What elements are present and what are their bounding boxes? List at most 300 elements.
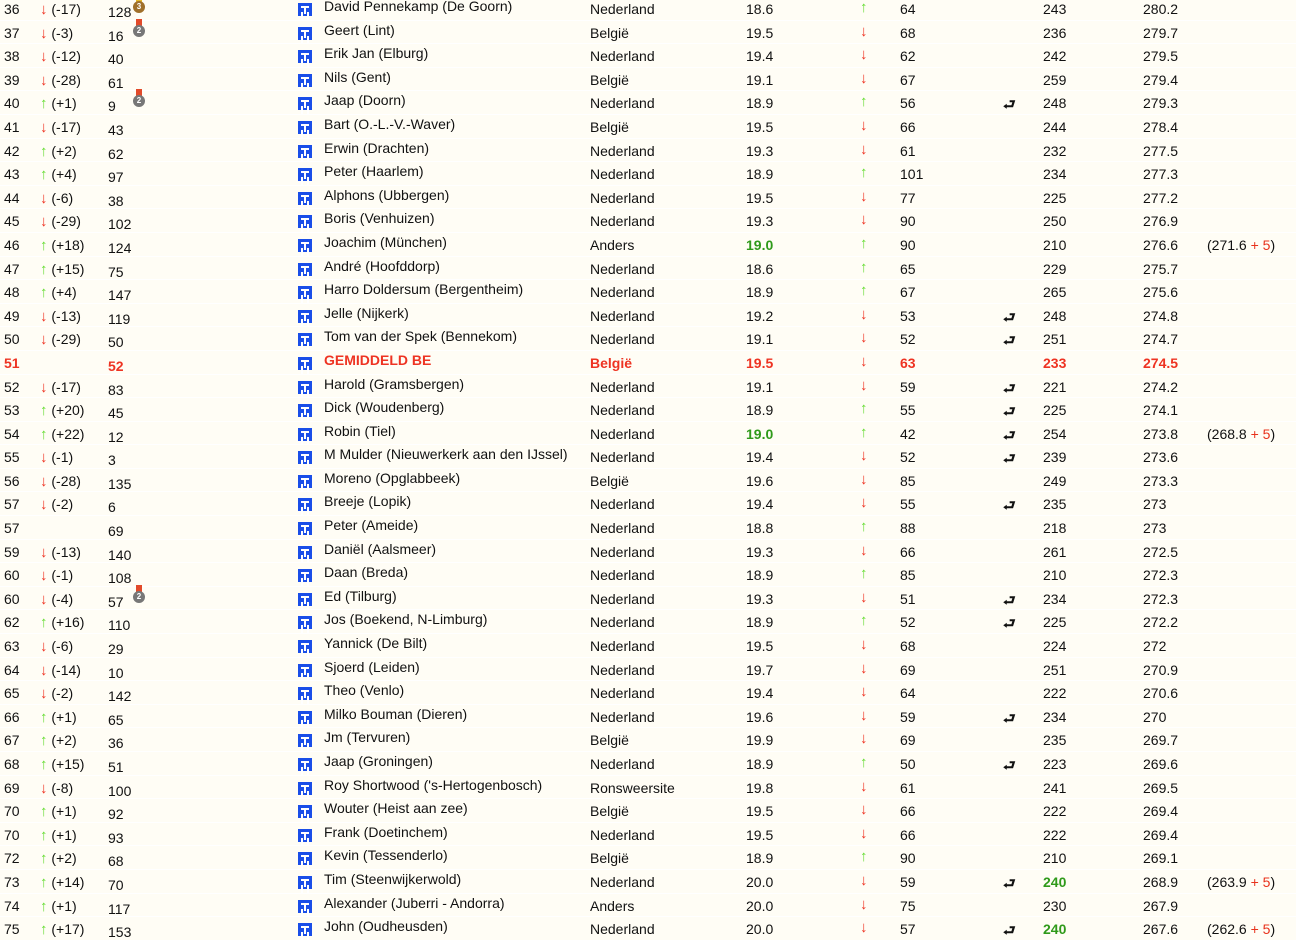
- player-name-link[interactable]: Robin (Tiel): [324, 422, 396, 439]
- rank: 39: [4, 71, 20, 88]
- change-value: (+15): [51, 756, 85, 772]
- rank: 60: [4, 590, 20, 607]
- rank: 50: [4, 331, 20, 348]
- arrow-up-icon: ↑: [40, 95, 48, 113]
- rank-change: [40, 709, 77, 726]
- table-row: [0, 233, 1296, 257]
- average: 19.3: [746, 590, 774, 607]
- club-flag-icon[interactable]: [298, 616, 312, 632]
- score-1: 67: [900, 71, 916, 88]
- trend-down-icon: ↓: [860, 494, 868, 512]
- score-1: 52: [900, 331, 916, 348]
- return-arrow-icon: ⮐: [1003, 757, 1016, 773]
- score-2: 234: [1043, 166, 1067, 183]
- player-name-link[interactable]: M Mulder (Nieuwerkerk aan den IJssel): [324, 446, 568, 463]
- player-name-link[interactable]: John (Oudheusden): [324, 918, 448, 935]
- trend-down-icon: ↓: [860, 211, 868, 229]
- rank: 67: [4, 732, 20, 749]
- score-1: 50: [900, 756, 916, 772]
- country: Nederland: [590, 543, 655, 560]
- table-row: [0, 91, 1296, 115]
- club-flag-icon[interactable]: [298, 782, 312, 798]
- average: 19.4: [746, 449, 774, 466]
- score-1: 90: [900, 236, 916, 253]
- points: 70: [108, 876, 124, 893]
- club-flag-icon[interactable]: [298, 404, 312, 420]
- arrow-up-icon: ↑: [40, 166, 48, 184]
- country: Nederland: [590, 614, 655, 631]
- country: Nederland: [590, 284, 655, 301]
- trend-up-icon: ↑: [860, 400, 868, 418]
- total: 274.1: [1143, 402, 1179, 419]
- country: Nederland: [590, 449, 655, 466]
- change-value: (+4): [51, 166, 77, 183]
- club-flag-icon[interactable]: [298, 168, 312, 184]
- table-row: [0, 257, 1296, 281]
- table-row: [0, 68, 1296, 92]
- change-value: (-6): [51, 638, 74, 655]
- player-name-link[interactable]: André (Hoofddorp): [324, 257, 440, 274]
- score-2: 248: [1043, 95, 1067, 112]
- player-name-link[interactable]: Harro Doldersum (Bergentheim): [324, 281, 524, 298]
- player-name-link[interactable]: Tom van der Spek (Bennekom): [324, 328, 517, 345]
- arrow-down-icon: ↓: [40, 567, 48, 585]
- points: 9: [108, 98, 116, 115]
- points: 102: [108, 216, 132, 233]
- score-2: 229: [1043, 260, 1067, 277]
- player-name-link[interactable]: Jaap (Doorn): [324, 92, 406, 109]
- player-name-link[interactable]: Bart (O.-L.-V.-Waver): [324, 115, 456, 132]
- rank: 44: [4, 189, 20, 206]
- trend-up-icon: ↑: [860, 93, 868, 111]
- rank: 70: [4, 803, 20, 820]
- club-flag-icon[interactable]: [298, 97, 312, 113]
- score-1: 52: [900, 449, 916, 466]
- player-name-link[interactable]: Peter (Haarlem): [324, 163, 424, 180]
- trend-down-icon: ↓: [860, 895, 868, 913]
- average: 19.6: [746, 472, 774, 489]
- table-row: [0, 658, 1296, 682]
- country: Anders: [590, 897, 635, 914]
- player-name-link[interactable]: David Pennekamp (De Goorn): [324, 0, 513, 14]
- rank-change: [40, 48, 81, 65]
- average: 19.5: [746, 803, 774, 820]
- rank-change: [40, 473, 81, 490]
- club-flag-icon[interactable]: [298, 381, 312, 397]
- rank-change: [40, 803, 77, 820]
- country: Nederland: [590, 567, 655, 584]
- average: 19.3: [746, 213, 774, 230]
- points: 43: [108, 121, 124, 138]
- player-name-link[interactable]: Sjoerd (Leiden): [324, 658, 420, 675]
- trend-down-icon: ↓: [860, 376, 868, 394]
- country: Nederland: [590, 873, 655, 890]
- score-2: 249: [1043, 472, 1067, 489]
- trend-up-icon: ↑: [860, 234, 868, 252]
- player-name-link[interactable]: Theo (Venlo): [324, 682, 405, 699]
- total: 278.4: [1143, 118, 1179, 135]
- table-row: [0, 587, 1296, 611]
- table-row: [0, 610, 1296, 634]
- rank: 54: [4, 425, 20, 442]
- rank: 63: [4, 638, 20, 655]
- score-1: 42: [900, 425, 916, 442]
- arrow-down-icon: ↓: [40, 638, 48, 656]
- total: 270.9: [1143, 661, 1179, 678]
- score-1: 69: [900, 661, 916, 678]
- rank: 37: [4, 24, 20, 41]
- score-1: 55: [900, 402, 916, 419]
- bonus: + 5: [1246, 921, 1271, 938]
- rank: 72: [4, 850, 20, 867]
- club-flag-icon[interactable]: [298, 711, 312, 727]
- bonus: + 5: [1246, 425, 1271, 442]
- score-2: 230: [1043, 897, 1067, 914]
- score-2: 234: [1043, 708, 1067, 725]
- arrow-down-icon: ↓: [40, 331, 48, 349]
- average: 19.1: [746, 71, 774, 88]
- score-2: 240: [1043, 921, 1067, 938]
- rank: 46: [4, 236, 20, 253]
- table-row: [0, 398, 1296, 422]
- club-flag-icon[interactable]: [298, 475, 312, 491]
- rank: 43: [4, 166, 20, 183]
- average: 19.6: [746, 708, 774, 725]
- average: 20.0: [746, 873, 774, 890]
- rank-change: [40, 213, 81, 230]
- score-2: 210: [1043, 850, 1067, 867]
- trend-down-icon: ↓: [860, 824, 868, 842]
- total: 276.6: [1143, 236, 1179, 253]
- country: Nederland: [590, 661, 655, 678]
- change-value: (-29): [51, 213, 81, 230]
- country: België: [590, 354, 633, 371]
- change-value: (+4): [51, 284, 77, 301]
- total: 267.9: [1143, 897, 1179, 914]
- club-flag-icon[interactable]: [298, 569, 312, 585]
- return-arrow-icon: ⮐: [1003, 709, 1016, 726]
- player-name-link[interactable]: Breeje (Lopik): [324, 493, 412, 510]
- table-row: [0, 563, 1296, 587]
- arrow-down-icon: ↓: [40, 24, 48, 42]
- score-2: 244: [1043, 118, 1067, 135]
- rank: 49: [4, 307, 20, 324]
- club-flag-icon[interactable]: [298, 522, 312, 538]
- score-1: 64: [900, 1, 916, 17]
- arrow-down-icon: ↓: [40, 1, 48, 18]
- country: Nederland: [590, 260, 655, 277]
- club-flag-icon[interactable]: [298, 640, 312, 656]
- score-2: 225: [1043, 614, 1067, 631]
- club-flag-icon[interactable]: [298, 900, 312, 916]
- rank: 66: [4, 708, 20, 725]
- club-flag-icon[interactable]: [298, 357, 312, 373]
- points: 140: [108, 546, 132, 563]
- arrow-up-icon: ↑: [40, 425, 48, 443]
- rank: 51: [4, 354, 20, 371]
- points: 142: [108, 688, 132, 705]
- rank: 65: [4, 685, 20, 702]
- club-flag-icon[interactable]: [298, 734, 312, 750]
- average: 19.1: [746, 331, 774, 348]
- rank-change: [40, 261, 84, 278]
- rank-change: [40, 95, 77, 112]
- trend-up-icon: ↑: [860, 612, 868, 630]
- medal-icon: [133, 585, 145, 608]
- player-name-link[interactable]: Daniël (Aalsmeer): [324, 540, 437, 557]
- table-row: [0, 445, 1296, 469]
- medal-number: 2: [133, 591, 145, 603]
- total: 269.5: [1143, 779, 1179, 796]
- total: 274.5: [1143, 354, 1179, 371]
- player-name-link[interactable]: Tim (Steenwijkerwold): [324, 870, 462, 887]
- change-value: (+1): [51, 826, 77, 843]
- score-breakdown: [1207, 921, 1275, 937]
- rank: 56: [4, 472, 20, 489]
- rank: 55: [4, 449, 20, 466]
- arrow-down-icon: ↓: [40, 779, 48, 797]
- club-flag-icon[interactable]: [298, 192, 312, 208]
- player-name-link[interactable]: Joachim (München): [324, 233, 447, 250]
- trend-down-icon: ↓: [860, 636, 868, 654]
- average: 19.5: [746, 118, 774, 135]
- table-row: [0, 304, 1296, 328]
- club-flag-icon[interactable]: [298, 805, 312, 821]
- rank-change: [40, 850, 77, 867]
- points: 3: [108, 452, 116, 469]
- player-name-link[interactable]: Roy Shortwood ('s-Hertogenbosch): [324, 776, 543, 793]
- trend-up-icon: ↑: [860, 754, 868, 771]
- player-name-link[interactable]: Frank (Doetinchem): [324, 823, 448, 840]
- country: Nederland: [590, 496, 655, 513]
- arrow-down-icon: ↓: [40, 496, 48, 514]
- table-row: [0, 846, 1296, 870]
- average: 19.4: [746, 496, 774, 513]
- change-value: (+17): [51, 921, 85, 938]
- table-row: [0, 776, 1296, 800]
- player-name-link[interactable]: Erwin (Drachten): [324, 139, 430, 156]
- total: 272: [1143, 638, 1167, 655]
- arrow-up-icon: ↑: [40, 614, 48, 632]
- player-name-link[interactable]: Nils (Gent): [324, 68, 391, 85]
- total: 273: [1143, 520, 1167, 537]
- player-name-link[interactable]: Jos (Boekend, N-Limburg): [324, 611, 488, 628]
- total: 273.8: [1143, 425, 1179, 442]
- trend-up-icon: ↑: [860, 518, 868, 536]
- rank-change: [40, 166, 77, 183]
- score-1: 56: [900, 95, 916, 112]
- score-1: 88: [900, 520, 916, 537]
- total: 272.3: [1143, 567, 1179, 584]
- score-2: 235: [1043, 732, 1067, 749]
- club-flag-icon[interactable]: [298, 3, 312, 19]
- player-name-link[interactable]: Kevin (Tessenderlo): [324, 847, 448, 864]
- points: 92: [108, 806, 124, 823]
- club-flag-icon[interactable]: [298, 27, 312, 43]
- player-name-link[interactable]: GEMIDDELD BE: [324, 351, 432, 368]
- player-name-link[interactable]: Harold (Gramsbergen): [324, 375, 465, 392]
- club-flag-icon[interactable]: [298, 428, 312, 444]
- score-2: 235: [1043, 496, 1067, 513]
- club-flag-icon[interactable]: [298, 50, 312, 66]
- arrow-down-icon: ↓: [40, 449, 48, 467]
- score-2: 224: [1043, 638, 1067, 655]
- rank-change: [40, 874, 84, 891]
- trend-up-icon: ↑: [860, 423, 868, 441]
- change-value: (-3): [51, 24, 74, 41]
- table-row: [0, 681, 1296, 705]
- score-2: 250: [1043, 213, 1067, 230]
- score-1: 66: [900, 826, 916, 843]
- rank: 41: [4, 118, 20, 135]
- score-1: 65: [900, 260, 916, 277]
- score-1: 52: [900, 614, 916, 631]
- rank: 47: [4, 260, 20, 277]
- club-flag-icon[interactable]: [298, 310, 312, 326]
- player-name-link[interactable]: Erik Jan (Elburg): [324, 45, 429, 62]
- score-2: 239: [1043, 449, 1067, 466]
- score-2: 222: [1043, 803, 1067, 820]
- base-score: 262.6: [1211, 921, 1247, 938]
- table-row: [0, 516, 1296, 540]
- player-name-link[interactable]: Yannick (De Bilt): [324, 635, 428, 652]
- trend-down-icon: ↓: [860, 777, 868, 795]
- score-2: 254: [1043, 425, 1067, 442]
- total: 270: [1143, 708, 1167, 725]
- medal-number: 3: [133, 1, 145, 13]
- average: 18.9: [746, 284, 774, 301]
- club-flag-icon[interactable]: [298, 664, 312, 680]
- club-flag-icon[interactable]: [298, 498, 312, 514]
- player-name-link[interactable]: Peter (Ameide): [324, 517, 419, 534]
- change-value: (-17): [51, 378, 81, 395]
- club-flag-icon[interactable]: [298, 333, 312, 349]
- trend-down-icon: ↓: [860, 871, 868, 889]
- club-flag-icon[interactable]: [298, 546, 312, 562]
- table-row: [0, 799, 1296, 823]
- player-name-link[interactable]: Dick (Woudenberg): [324, 399, 445, 416]
- table-row: [0, 21, 1296, 45]
- score-2: 241: [1043, 779, 1067, 796]
- rank: 70: [4, 826, 20, 843]
- country: Nederland: [590, 166, 655, 183]
- arrow-down-icon: ↓: [40, 472, 48, 490]
- player-name-link[interactable]: Jaap (Groningen): [324, 753, 433, 769]
- score-1: 67: [900, 284, 916, 301]
- club-flag-icon[interactable]: [298, 239, 312, 255]
- total: 280.2: [1143, 1, 1179, 17]
- base-score: 271.6: [1211, 236, 1247, 253]
- rank-change: [40, 756, 84, 773]
- club-flag-icon[interactable]: [298, 829, 312, 845]
- player-name-link[interactable]: Milko Bouman (Dieren): [324, 705, 468, 722]
- score-1: 77: [900, 189, 916, 206]
- player-name-link[interactable]: Alphons (Ubbergen): [324, 186, 450, 203]
- rank-change: [40, 449, 73, 466]
- country: Nederland: [590, 48, 655, 65]
- points: 62: [108, 145, 124, 162]
- club-flag-icon[interactable]: [298, 286, 312, 302]
- club-flag-icon[interactable]: [298, 758, 312, 774]
- change-value: (-12): [51, 48, 81, 65]
- total: 277.5: [1143, 142, 1179, 159]
- club-flag-icon[interactable]: [298, 74, 312, 90]
- medal-icon: [133, 89, 145, 112]
- points: 50: [108, 334, 124, 351]
- score-1: 90: [900, 850, 916, 867]
- rank: 40: [4, 95, 20, 112]
- rank: 36: [4, 1, 20, 17]
- average: 20.0: [746, 897, 774, 914]
- table-row: [0, 280, 1296, 304]
- player-name-link[interactable]: Jm (Tervuren): [324, 729, 411, 746]
- club-flag-icon[interactable]: [298, 687, 312, 703]
- player-name-link[interactable]: Moreno (Opglabbeek): [324, 469, 461, 486]
- player-name-link[interactable]: Ed (Tilburg): [324, 587, 397, 604]
- club-flag-icon[interactable]: [298, 852, 312, 868]
- rank: 38: [4, 48, 20, 65]
- rank: 73: [4, 873, 20, 890]
- rank-change: [40, 119, 81, 136]
- score-1: 55: [900, 496, 916, 513]
- player-name-link[interactable]: Daan (Breda): [324, 564, 409, 581]
- table-row: [0, 422, 1296, 446]
- return-arrow-icon: ⮐: [1003, 403, 1016, 420]
- rank: 60: [4, 567, 20, 584]
- player-name-link[interactable]: Boris (Venhuizen): [324, 210, 435, 227]
- score-1: 53: [900, 307, 916, 324]
- change-value: (+2): [51, 850, 77, 867]
- average: 20.0: [746, 921, 774, 938]
- points: 29: [108, 641, 124, 658]
- points: 153: [108, 924, 132, 941]
- rank-change: [40, 284, 77, 301]
- average: 19.3: [746, 543, 774, 560]
- club-flag-icon[interactable]: [298, 593, 312, 609]
- club-flag-icon[interactable]: [298, 145, 312, 161]
- club-flag-icon[interactable]: [298, 923, 312, 939]
- average: 19.0: [746, 236, 774, 253]
- player-name-link[interactable]: Geert (Lint): [324, 21, 395, 38]
- change-value: (+1): [51, 803, 77, 820]
- club-flag-icon[interactable]: [298, 215, 312, 231]
- country: België: [590, 803, 629, 820]
- rank-change: [40, 567, 73, 584]
- player-name-link[interactable]: Jelle (Nijkerk): [324, 304, 409, 321]
- bonus: + 5: [1246, 873, 1271, 890]
- player-name-link[interactable]: Alexander (Juberri - Andorra): [324, 894, 505, 911]
- trend-down-icon: ↓: [860, 329, 868, 347]
- trend-down-icon: ↓: [860, 541, 868, 559]
- score-2: 259: [1043, 71, 1067, 88]
- average: 19.0: [746, 425, 774, 442]
- trend-down-icon: ↓: [860, 116, 868, 134]
- rank-change: [40, 25, 73, 42]
- player-name-link[interactable]: Wouter (Heist aan zee): [324, 800, 468, 817]
- country: Nederland: [590, 708, 655, 725]
- change-value: (+20): [51, 402, 85, 419]
- club-flag-icon[interactable]: [298, 451, 312, 467]
- return-arrow-icon: ⮐: [1003, 615, 1016, 632]
- score-1: 61: [900, 779, 916, 796]
- club-flag-icon[interactable]: [298, 876, 312, 892]
- arrow-down-icon: ↓: [40, 71, 48, 89]
- club-flag-icon[interactable]: [298, 121, 312, 137]
- rank-change: [40, 732, 77, 749]
- average: 19.5: [746, 189, 774, 206]
- total: 277.3: [1143, 166, 1179, 183]
- club-flag-icon[interactable]: [298, 263, 312, 279]
